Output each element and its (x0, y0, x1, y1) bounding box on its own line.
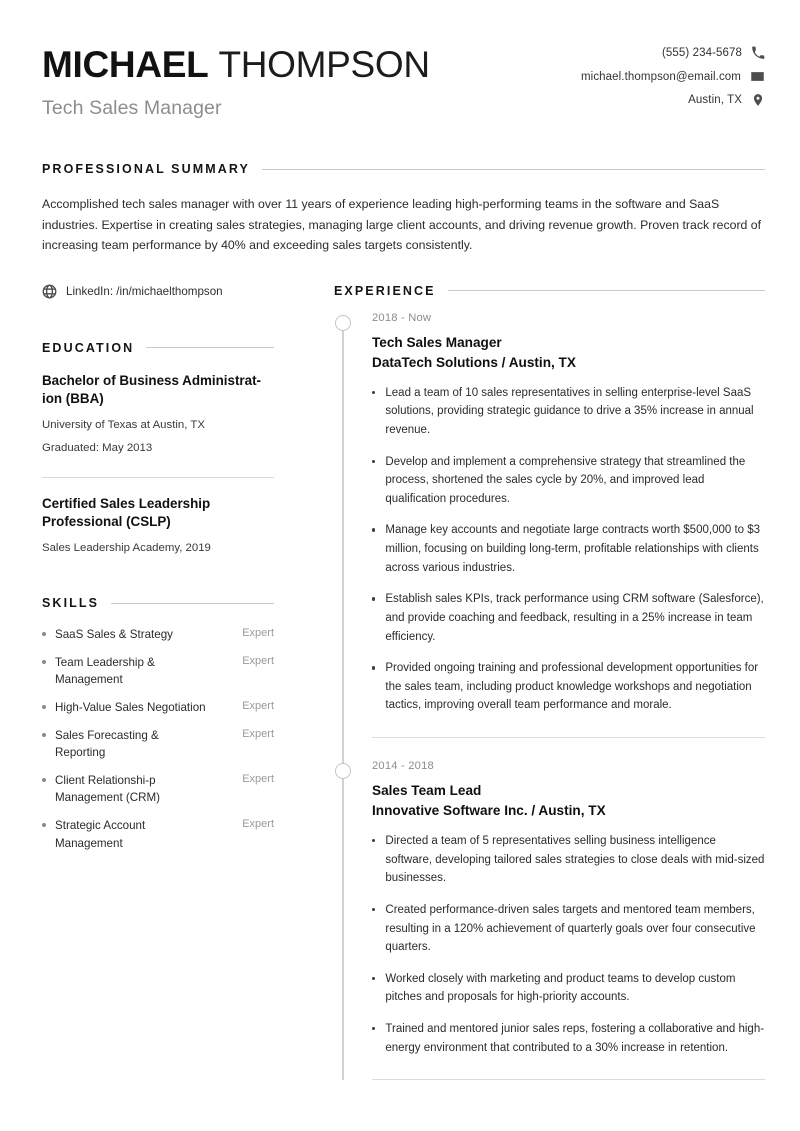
contact-email[interactable] (581, 69, 765, 84)
experience-timeline (334, 312, 765, 1081)
job-dates: 2018 - Now (372, 311, 432, 324)
job-company: DataTech Solutions / Austin, TX (372, 354, 576, 370)
envelope-icon (750, 69, 765, 84)
phone-icon (751, 46, 765, 60)
list-item (372, 384, 765, 440)
contact-email-text: michael.thompson@email.com (580, 70, 741, 83)
education-section (42, 341, 274, 556)
list-item (42, 772, 274, 807)
experience-item (334, 312, 765, 715)
bullet-text: Created performance-driven sales targets and mentored team members, resulting in a 120% achievement of quarterly goals over four consecutive quarters. (385, 903, 756, 954)
bullet-icon (42, 778, 46, 782)
last-name: THOMPSON (218, 44, 430, 85)
column-gap (290, 284, 334, 1081)
bullet-text: Trained and mentored junior sales reps, fostering a collaborative and high-energy environment that contributed to a 30% increase in retention. (385, 1023, 765, 1054)
name-block (42, 40, 430, 120)
education-institution: University of Texas at Austin, TX (42, 418, 205, 431)
skill-level: Expert (242, 817, 274, 830)
bullet-text: Worked closely with marketing and product teams to develop custom pitches and proposals for high-priority accounts. (385, 972, 736, 1004)
skill-name: Strategic Account Management (55, 818, 146, 850)
education-degree: Bachelor of Business Administrat-ion (BBA) (42, 372, 262, 406)
education-entry (42, 372, 274, 457)
skill-level: Expert (242, 699, 274, 712)
job-dates: 2014 - 2018 (372, 760, 434, 773)
job-company: Innovative Software Inc. / Austin, TX (372, 803, 606, 819)
list-item (372, 901, 765, 957)
bullet-text: Provided ongoing training and professional development opportunities for the sales team, including product knowledge workshops and negotiation tactics, improving overall team performance and morale. (385, 662, 759, 712)
resume-header (42, 40, 765, 120)
heading-rule (111, 603, 274, 604)
bullet-icon (372, 839, 375, 842)
heading-rule (146, 347, 274, 348)
list-item (42, 817, 274, 852)
list-item (372, 590, 765, 646)
experience-divider (372, 737, 765, 738)
skill-name: High-Value Sales Negotiation (55, 700, 206, 714)
certification-institution: Sales Leadership Academy, 2019 (42, 541, 211, 554)
summary-text: Accomplished tech sales manager with over 11 years of experience leading high-performing teams in the software and SaaS industries. Expertise in creating sales strategies, managing large client accounts, and driving revenue growth. Proven track record of increasing team performance by 40% and exceeding sales targets consistently. (42, 197, 762, 253)
bullet-text: Lead a team of 10 sales representatives in selling enterprise-level SaaS solutions, providing strategic guidance to drive a 35% increase in annual revenue. (385, 386, 754, 436)
timeline-marker-icon (335, 763, 351, 779)
skill-name: SaaS Sales & Strategy (55, 628, 173, 642)
list-item (42, 626, 274, 644)
list-item (42, 699, 274, 717)
bullet-icon (42, 823, 46, 827)
summary-heading-label: PROFESSIONAL SUMMARY (42, 162, 250, 177)
page-title (42, 46, 430, 84)
right-column (334, 284, 765, 1081)
skill-name: Team Leadership & Management (55, 655, 155, 687)
contact-block (581, 40, 765, 107)
bullet-icon (372, 1027, 375, 1030)
bullet-text: Directed a team of 5 representatives selling business intelligence software, developing tailored sales strategies to close deals with mid-sized businesses. (385, 835, 765, 885)
bullet-icon (42, 733, 46, 737)
bullet-icon (372, 666, 375, 669)
skills-heading-label: SKILLS (42, 596, 100, 611)
skill-name: Client Relationshi-p Management (CRM) (55, 773, 161, 805)
skills-section-heading (42, 596, 274, 610)
heading-rule (262, 169, 765, 170)
list-item (42, 654, 274, 689)
bullet-icon (372, 597, 375, 600)
timeline-end-divider (372, 1079, 765, 1080)
bullet-text: Develop and implement a comprehensive strategy that streamlined the process, shortened the sales cycle by 20%, and improved lead qualification procedures. (385, 455, 746, 505)
skill-level: Expert (242, 727, 274, 740)
contact-phone-text: (555) 234-5678 (661, 47, 742, 59)
body-columns (42, 284, 765, 1081)
list-item (372, 453, 765, 509)
bullet-icon (372, 977, 375, 980)
bullet-icon (372, 528, 375, 531)
list-item (372, 1020, 765, 1057)
contact-location-text: Austin, TX (688, 94, 742, 106)
globe-icon (42, 284, 57, 299)
contact-location[interactable] (688, 93, 765, 107)
education-section-heading (42, 341, 274, 355)
timeline-marker-icon (335, 315, 351, 331)
bullet-icon (372, 460, 375, 463)
bullet-icon (42, 705, 46, 709)
linkedin-text: LinkedIn: /in/michaelthompson (66, 284, 223, 298)
bullet-icon (42, 632, 46, 636)
list-item (372, 970, 765, 1007)
skills-section (42, 596, 274, 852)
education-entry (42, 495, 274, 556)
certification-title: Certified Sales Leadership Professional (CSLP) (42, 495, 211, 529)
job-bullets (372, 832, 765, 1057)
list-item (42, 727, 274, 762)
experience-heading-label: EXPERIENCE (334, 283, 436, 298)
first-name: MICHAEL (42, 44, 209, 85)
linkedin-row[interactable] (42, 284, 274, 299)
experience-section-heading (334, 284, 765, 298)
list-item (372, 832, 765, 888)
experience-item (334, 760, 765, 1057)
skill-level: Expert (242, 627, 274, 640)
heading-rule (448, 290, 765, 291)
skill-level: Expert (242, 654, 274, 667)
job-bullets (372, 384, 765, 715)
professional-summary-section (42, 162, 765, 255)
left-column (42, 284, 290, 1081)
headline-job-title: Tech Sales Manager (42, 97, 222, 120)
job-role: Tech Sales Manager (372, 334, 502, 350)
education-divider (42, 477, 274, 478)
experience-section (334, 284, 765, 1081)
list-item (372, 521, 765, 577)
skill-level: Expert (242, 772, 274, 785)
contact-phone[interactable] (662, 46, 765, 60)
education-graduation: Graduated: May 2013 (42, 442, 153, 455)
bullet-text: Establish sales KPIs, track performance using CRM software (Salesforce), and provide coaching and feedback, resulting in a 25% increase in team efficiency. (385, 593, 764, 643)
map-pin-icon (751, 93, 765, 107)
education-heading-label: EDUCATION (42, 340, 135, 355)
summary-section-heading (42, 162, 765, 176)
list-item (372, 659, 765, 715)
bullet-text: Manage key accounts and negotiate large contracts worth $500,000 to $3 million, focusing on building long-term, profitable relationships with clients across various industries. (385, 524, 761, 574)
bullet-icon (372, 908, 375, 911)
skill-name: Sales Forecasting & Reporting (55, 728, 159, 760)
bullet-icon (372, 391, 375, 394)
job-role: Sales Team Lead (372, 783, 482, 799)
skills-list (42, 626, 274, 852)
bullet-icon (42, 660, 46, 664)
